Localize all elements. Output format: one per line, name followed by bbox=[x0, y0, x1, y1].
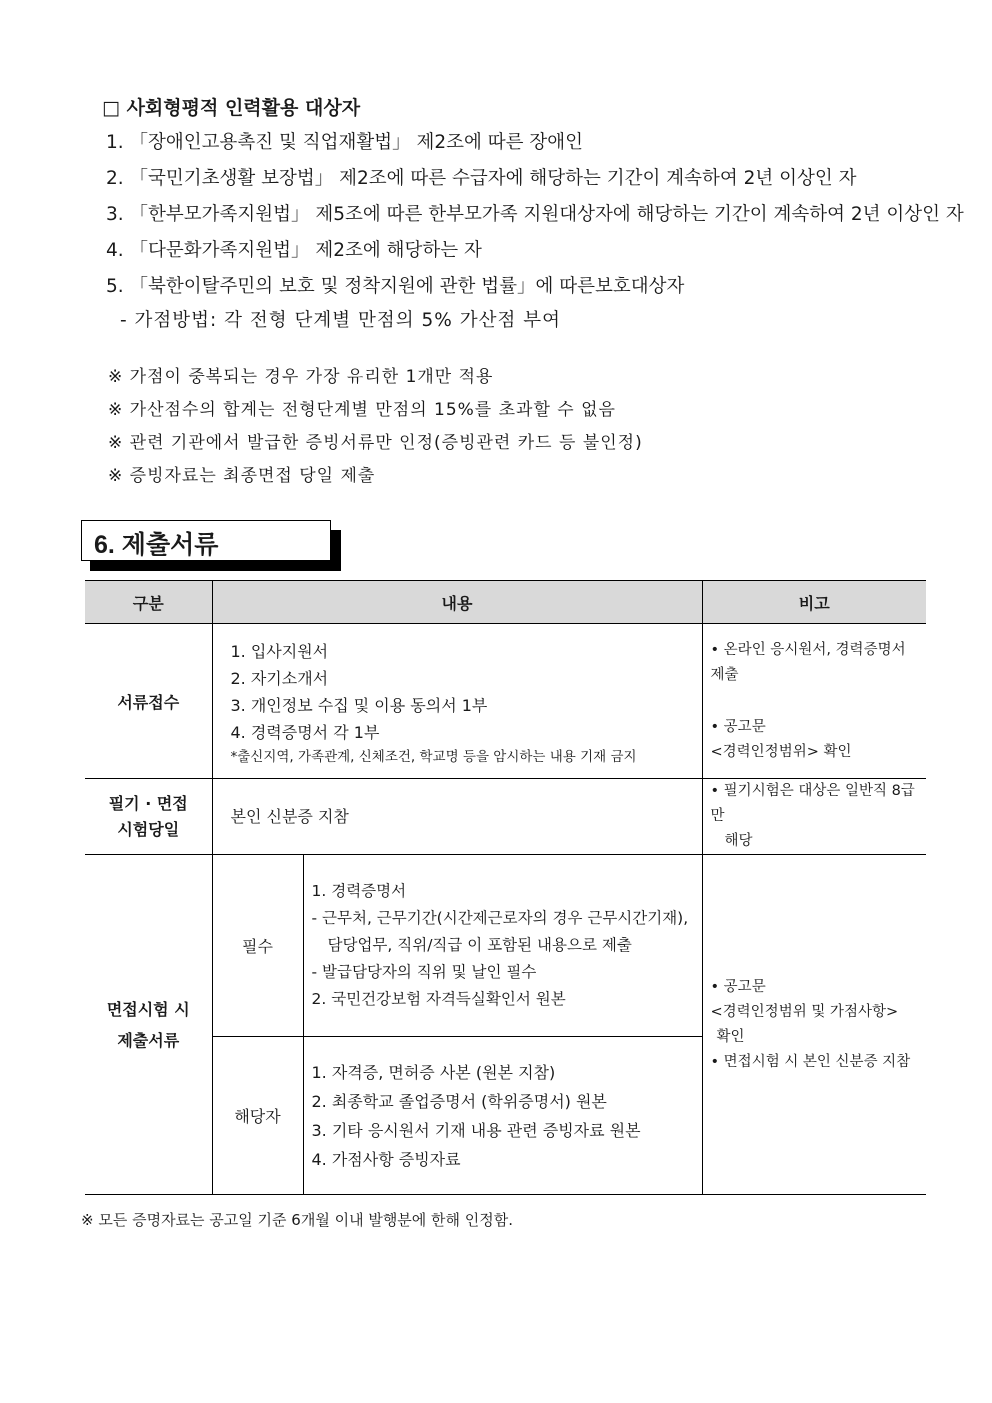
content-line: 4. 가점사항 증빙자료 bbox=[311, 1149, 461, 1169]
remark-line: 해당 bbox=[724, 833, 753, 849]
note-item: ※ 관련 기관에서 발급한 증빙서류만 인정(증빙관련 카드 등 불인정) bbox=[108, 433, 643, 453]
content-line: 3. 기타 응시원서 기재 내용 관련 증빙자료 원본 bbox=[311, 1120, 641, 1140]
note-item: ※ 가산점수의 합계는 전형단계별 만점의 15%를 초과할 수 없음 bbox=[108, 400, 616, 420]
row-content bbox=[212, 779, 702, 855]
header-category: 구분 bbox=[85, 581, 212, 624]
content-line: 1. 경력증명서 bbox=[311, 882, 407, 900]
sub-content bbox=[303, 1037, 702, 1195]
list-item: 2. 「국민기초생활 보장법」 제2조에 따른 수급자에 해당하는 기간이 계속하여 2년 이상인 자 bbox=[106, 168, 857, 189]
row-label-line: 필기 · 면접 bbox=[108, 793, 188, 813]
content-line: - 발급담당자의 직위 및 날인 필수 bbox=[311, 963, 537, 981]
row-label-line: 제출서류 bbox=[117, 1030, 180, 1050]
row-label-line: 시험당일 bbox=[117, 819, 180, 839]
list-item: 3. 「한부모가족지원법」 제5조에 따른 한부모가족 지원대상자에 해당하는 기간이 계속하여 2년 이상인 자 bbox=[106, 204, 964, 225]
remark-line: 확인 bbox=[716, 1028, 745, 1045]
method-text: - 가점방법: 각 전형 단계별 만점의 5% 가산점 부여 bbox=[120, 310, 561, 331]
section-heading: □ 사회형평적 인력활용 대상자 bbox=[102, 97, 361, 119]
header-content: 내용 bbox=[212, 581, 702, 624]
remark-line: <경력인정범위 및 가점사항> bbox=[710, 1003, 899, 1020]
documents-table bbox=[85, 580, 926, 1195]
sub-label: 필수 bbox=[212, 855, 303, 1037]
content-line: 1. 자격증, 면허증 사본 (원본 지참) bbox=[311, 1062, 556, 1082]
content-line: 담당업무, 직위/직급 이 포함된 내용으로 제출 bbox=[327, 936, 632, 954]
content-small-note: *출신지역, 가족관계, 신체조건, 학교명 등을 암시하는 내용 기재 금지 bbox=[230, 749, 637, 765]
row-label bbox=[85, 855, 212, 1195]
note-item: ※ 가점이 중복되는 경우 가장 유리한 1개만 적용 bbox=[108, 367, 494, 387]
content-line: 2. 국민건강보험 자격득실확인서 원본 bbox=[311, 990, 566, 1008]
remark-line: • 면접시험 시 본인 신분증 지참 bbox=[710, 1053, 911, 1070]
row-content bbox=[212, 624, 702, 779]
row-label: 서류접수 bbox=[85, 624, 212, 779]
section-title-box bbox=[81, 520, 331, 561]
list-item: 1. 「장애인고용촉진 및 직업재활법」 제2조에 따른 장애인 bbox=[106, 132, 583, 153]
content-line: 4. 경력증명서 각 1부 bbox=[230, 723, 380, 742]
row-label bbox=[85, 779, 212, 855]
content-line: 1. 입사지원서 bbox=[230, 642, 329, 661]
remark-line: • 공고문 bbox=[710, 718, 766, 735]
list-item: 5. 「북한이탈주민의 보호 및 정착지원에 관한 법률」에 따른보호대상자 bbox=[106, 276, 685, 297]
sub-label: 해당자 bbox=[212, 1037, 303, 1195]
content-line: 3. 개인정보 수집 및 이용 동의서 1부 bbox=[230, 696, 488, 715]
content-line: 본인 신분증 지참 bbox=[230, 807, 349, 826]
remark-line: • 공고문 bbox=[710, 978, 766, 995]
row-remarks bbox=[702, 855, 926, 1195]
row-remarks bbox=[702, 779, 926, 855]
row-label-line: 면접시험 시 bbox=[106, 999, 190, 1019]
note-item: ※ 증빙자료는 최종면접 당일 제출 bbox=[108, 466, 376, 486]
section-title: 6. 제출서류 bbox=[94, 531, 219, 559]
content-line: - 근무처, 근무기간(시간제근로자의 경우 근무시간기재), bbox=[311, 909, 689, 927]
sub-content bbox=[303, 855, 702, 1037]
remark-line: • 온라인 응시원서, 경력증명서 제출 bbox=[710, 641, 906, 683]
footer-note: ※ 모든 증명자료는 공고일 기준 6개월 이내 발행분에 한해 인정함. bbox=[81, 1211, 514, 1229]
remark-line: <경력인정범위> 확인 bbox=[710, 743, 852, 760]
header-remarks: 비고 bbox=[702, 581, 926, 624]
remark-line: • 필기시험은 대상은 일반직 8급만 bbox=[710, 783, 915, 824]
list-item: 4. 「다문화가족지원법」 제2조에 해당하는 자 bbox=[106, 240, 482, 261]
content-line: 2. 최종학교 졸업증명서 (학위증명서) 원본 bbox=[311, 1091, 607, 1111]
content-line: 2. 자기소개서 bbox=[230, 669, 329, 688]
row-remarks bbox=[702, 624, 926, 779]
